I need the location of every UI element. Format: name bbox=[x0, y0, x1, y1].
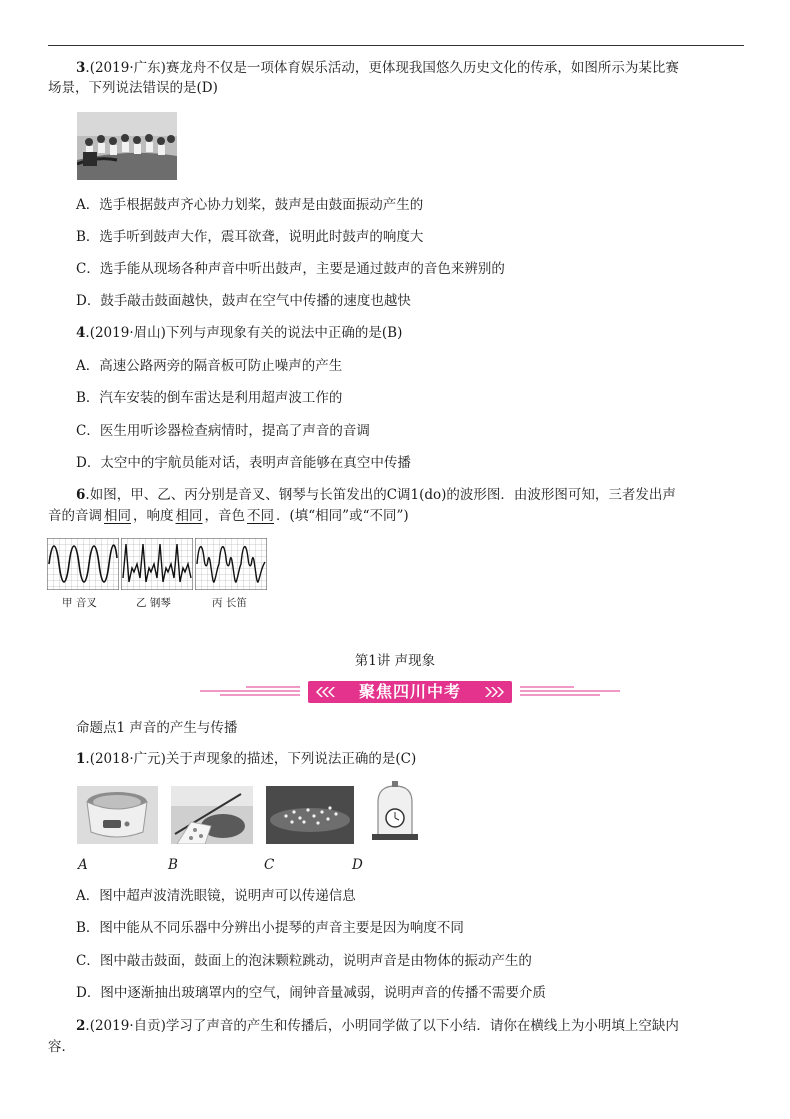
q3-stem-line1: 3.(2019·广东)赛龙舟不仅是一项体育娱乐活动，更体现我国悠久历史文化的传承，如图所示为某比赛 bbox=[76, 60, 679, 76]
image-caption-c: C bbox=[264, 857, 275, 873]
topic-heading: 命题点1 声音的产生与传播 bbox=[76, 720, 238, 736]
drum-foam-photo bbox=[266, 786, 354, 844]
section-title: 第1讲 声现象 bbox=[354, 653, 436, 669]
q3-option-c: C．选手能从现场各种声音中听出鼓声，主要是通过鼓声的音色来辨别的 bbox=[76, 261, 505, 277]
wave-label-piano: 乙 钢琴 bbox=[136, 597, 171, 609]
q4-option-a: A．高速公路两旁的隔音板可防止噪声的产生 bbox=[76, 358, 343, 374]
q3-option-d: D．鼓手敲击鼓面越快，鼓声在空气中传播的速度也越快 bbox=[76, 293, 411, 309]
q1-option-d: D．图中逐渐抽出玻璃罩内的空气，闹钟音量减弱，说明声音的传播不需要介质 bbox=[76, 985, 546, 1001]
image-caption-a: A bbox=[78, 857, 88, 873]
dragon-boat-photo bbox=[77, 112, 177, 180]
q1-option-b: B．图中能从不同乐器中分辨出小提琴的声音主要是因为响度不同 bbox=[76, 920, 464, 936]
waveform-piano bbox=[121, 538, 193, 590]
q6-stem-line2: 音的音调 相同 ，响度 相同 ，音色 不同 ．(填“相同”或“不同”) bbox=[48, 508, 409, 524]
q4-stem: 4.(2019·眉山)下列与声现象有关的说法中正确的是(B) bbox=[76, 325, 403, 341]
q3-option-b: B．选手听到鼓声大作，震耳欲聋，说明此时鼓声的响度大 bbox=[76, 229, 424, 245]
q6-stem-line1: 6.如图，甲、乙、丙分别是音叉、钢琴与长笛发出的C调1(do)的波形图．由波形图可知，三者发出声 bbox=[76, 487, 676, 503]
q2-stem-line1: 2.(2019·自贡)学习了声音的产生和传播后，小明同学做了以下小结．请你在横线上为小明填上空缺内 bbox=[76, 1018, 679, 1034]
waveform-flute bbox=[195, 538, 267, 590]
violin-photo bbox=[171, 786, 253, 844]
wave-label-tuning-fork: 甲 音叉 bbox=[62, 597, 97, 609]
bell-jar-photo bbox=[368, 780, 422, 844]
image-caption-b: B bbox=[168, 857, 178, 873]
q4-option-b: B．汽车安装的倒车雷达是利用超声波工作的 bbox=[76, 390, 343, 406]
q4-option-d: D．太空中的宇航员能对话，表明声音能够在真空中传播 bbox=[76, 455, 411, 471]
q1-option-a: A．图中超声波清洗眼镜，说明声可以传递信息 bbox=[76, 888, 356, 904]
blank-timbre: 不同 bbox=[247, 508, 274, 524]
q3-option-a: A．选手根据鼓声齐心协力划桨，鼓声是由鼓面振动产生的 bbox=[76, 197, 424, 213]
q2-stem-line2: 容． bbox=[48, 1039, 75, 1055]
ultrasonic-cleaner-photo bbox=[77, 786, 158, 844]
wave-label-flute: 丙 长笛 bbox=[212, 597, 247, 609]
blank-loudness: 相同 bbox=[175, 508, 203, 524]
waveform-tuning-fork bbox=[47, 538, 119, 590]
q1-option-c: C．图中敲击鼓面，鼓面上的泡沫颗粒跳动，说明声音是由物体的振动产生的 bbox=[76, 953, 532, 969]
section-banner bbox=[200, 680, 620, 704]
blank-pitch: 相同 bbox=[104, 508, 131, 524]
banner-text: 聚焦四川中考 bbox=[358, 682, 461, 701]
header-rule bbox=[48, 45, 744, 46]
image-caption-d: D bbox=[352, 857, 363, 873]
q1-stem: 1.(2018·广元)关于声现象的描述，下列说法正确的是(C) bbox=[76, 751, 417, 767]
q3-stem-line2: 场景，下列说法错误的是(D) bbox=[48, 80, 218, 96]
q4-option-c: C．医生用听诊器检查病情时，提高了声音的音调 bbox=[76, 423, 370, 439]
